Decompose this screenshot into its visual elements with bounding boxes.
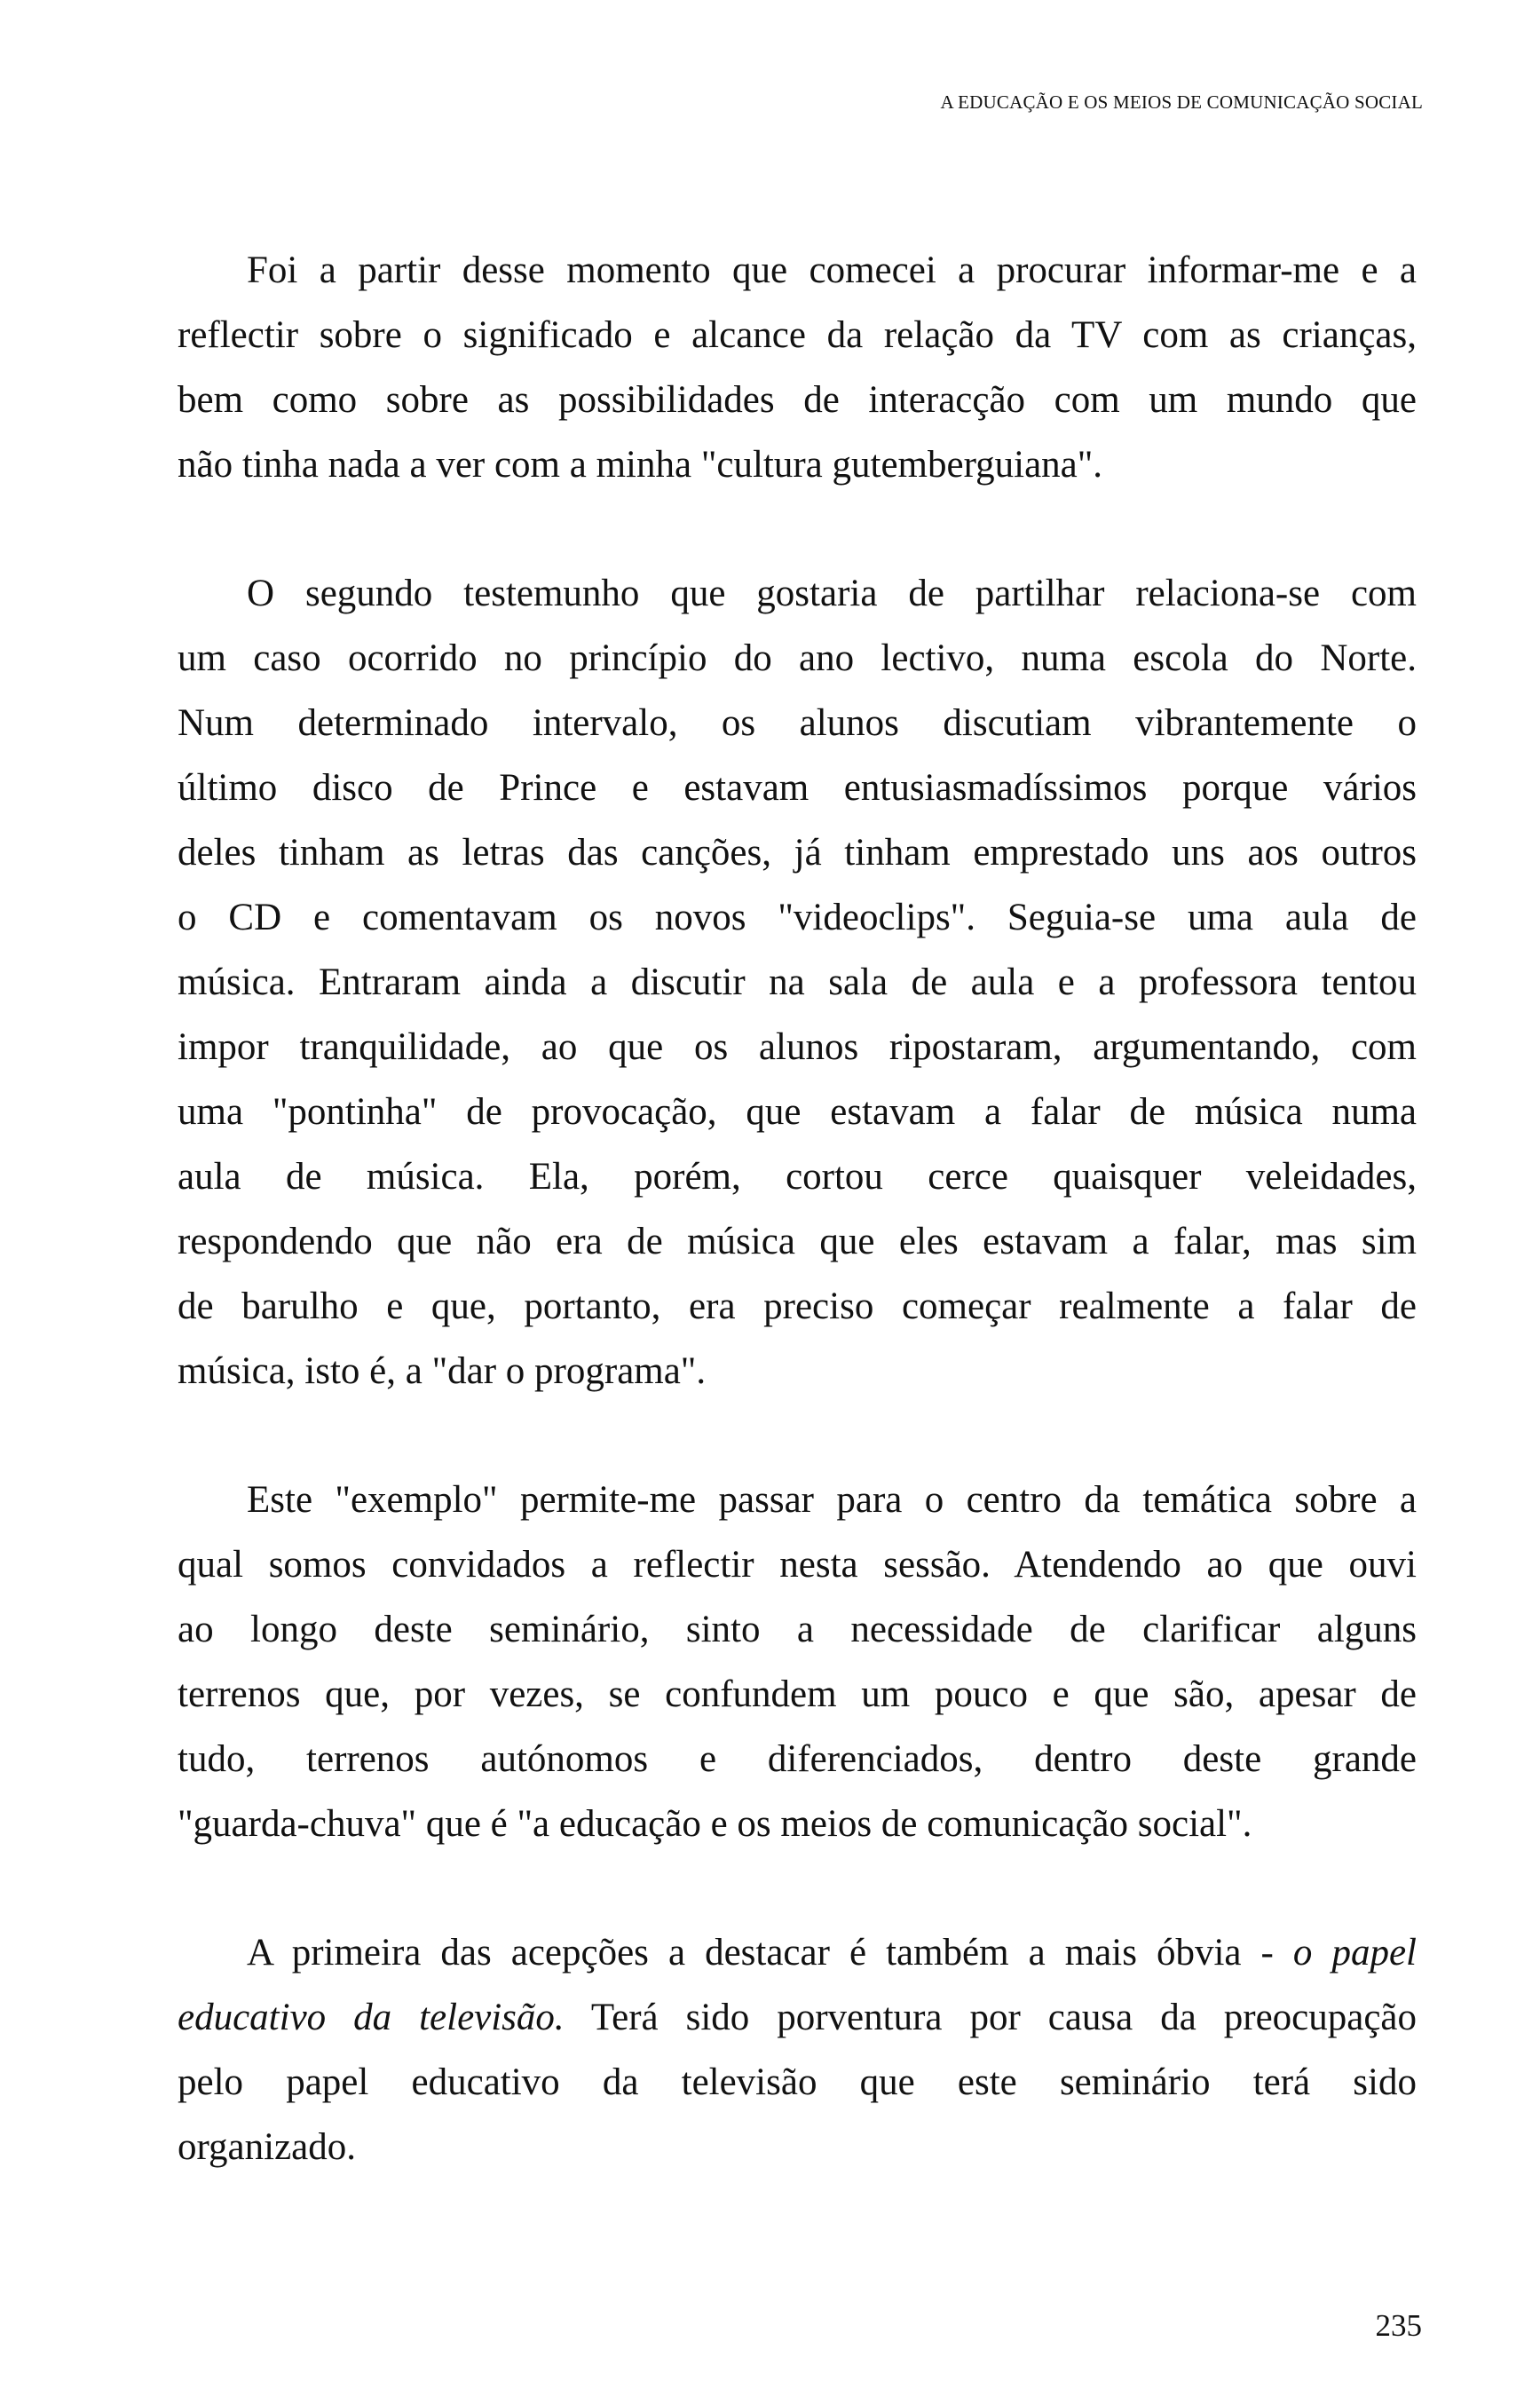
running-head: A EDUCAÇÃO E OS MEIOS DE COMUNICAÇÃO SOCIAL (940, 91, 1423, 113)
text-line: tudo, terrenos autónomos e diferenciados, dentro deste grande (178, 1738, 1417, 1780)
body-text (178, 238, 1417, 2243)
text-line: qual somos convidados a reflectir nesta sessão. Atendendo ao que ouvi (178, 1544, 1417, 1586)
text-line: o CD e comentavam os novos "videoclips". Seguia-se uma aula de (178, 897, 1417, 938)
text-line (178, 1920, 1417, 1985)
text-line: uma "pontinha" de provocação, que estavam a falar de música numa (178, 1091, 1417, 1133)
text-line: organizado. (178, 2126, 356, 2168)
paragraph (178, 1920, 1417, 2179)
text-run: Terá sido porventura por causa da preocupação (564, 1997, 1417, 2038)
text-line: bem como sobre as possibilidades de interacção com um mundo que (178, 379, 1417, 421)
text-line (178, 1985, 1417, 2050)
emphasized-text: educativo da televisão. (178, 1997, 565, 2038)
text-line: "guarda-chuva" que é "a educação e os meios de comunicação social". (178, 1803, 1252, 1845)
text-line: deles tinham as letras das canções, já tinham emprestado uns aos outros (178, 832, 1417, 874)
text-line: música, isto é, a "dar o programa". (178, 1350, 707, 1392)
text-line: último disco de Prince e estavam entusiasmadíssimos porque vários (178, 767, 1417, 809)
text-line: música. Entraram ainda a discutir na sala de aula e a professora tentou (178, 961, 1417, 1003)
text-line: um caso ocorrido no princípio do ano lectivo, numa escola do Norte. (178, 637, 1417, 679)
text-line: Este "exemplo" permite-me passar para o centro da temática sobre a (247, 1479, 1417, 1521)
text-line: pelo papel educativo da televisão que este seminário terá sido (178, 2061, 1417, 2103)
text-line: terrenos que, por vezes, se confundem um pouco e que são, apesar de (178, 1673, 1417, 1715)
text-line: O segundo testemunho que gostaria de partilhar relaciona-se com (247, 573, 1417, 614)
text-line: ao longo deste seminário, sinto a necessidade de clarificar alguns (178, 1609, 1417, 1650)
text-line: não tinha nada a ver com a minha "cultura gutemberguiana". (178, 444, 1103, 486)
text-line: respondendo que não era de música que eles estavam a falar, mas sim (178, 1221, 1417, 1262)
page-number: 235 (1375, 2308, 1422, 2343)
text-run: A primeira das acepções a destacar é também a mais óbvia - (247, 1932, 1293, 1974)
text-line: reflectir sobre o significado e alcance da relação da TV com as crianças, (178, 314, 1417, 356)
emphasized-text: o papel (1292, 1932, 1417, 1974)
text-line: de barulho e que, portanto, era preciso começar realmente a falar de (178, 1285, 1417, 1327)
text-line: aula de música. Ela, porém, cortou cerce quaisquer veleidades, (178, 1156, 1417, 1198)
text-line: Num determinado intervalo, os alunos discutiam vibrantemente o (178, 702, 1417, 744)
text-line: Foi a partir desse momento que comecei a procurar informar-me e a (247, 249, 1417, 291)
text-line: impor tranquilidade, ao que os alunos ripostaram, argumentando, com (178, 1026, 1417, 1068)
paragraph (178, 1467, 1417, 1856)
paragraph (178, 561, 1417, 1404)
paragraph (178, 238, 1417, 497)
